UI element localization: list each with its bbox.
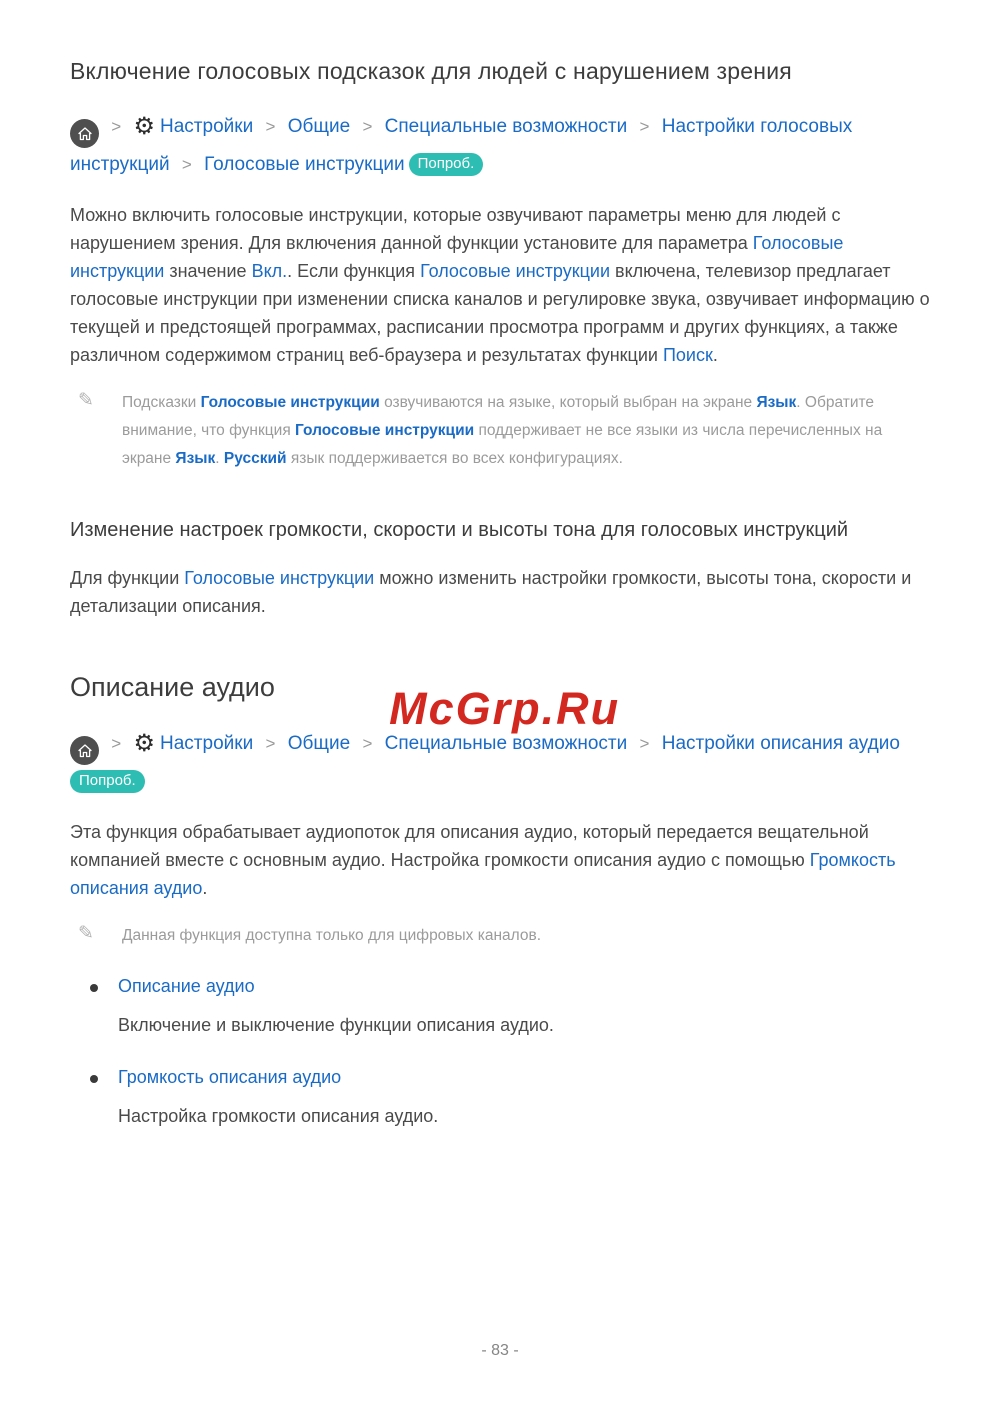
- inline-text: Подсказки: [122, 394, 201, 411]
- inline-link[interactable]: Голосовые инструкции: [200, 394, 380, 411]
- intro-paragraph: [70, 201, 930, 369]
- inline-text: .: [202, 878, 208, 898]
- chevron-separator: >: [362, 734, 373, 753]
- inline-link[interactable]: Громкость описания аудио: [70, 850, 896, 898]
- inline-link[interactable]: Голосовые инструкции: [420, 261, 611, 281]
- chapter-title-audio-description: Описание аудио: [70, 672, 275, 702]
- chevron-separator: >: [265, 734, 276, 753]
- note-text: [122, 922, 930, 950]
- breadcrumb-link-general[interactable]: Общие: [287, 116, 351, 137]
- inline-text: Для функции: [70, 568, 185, 588]
- inline-link[interactable]: Вкл.: [251, 261, 288, 281]
- chevron-separator: >: [362, 117, 373, 136]
- inline-text: значение: [164, 261, 252, 281]
- chevron-separator: >: [265, 117, 276, 136]
- bullet-icon: [90, 976, 118, 1039]
- breadcrumb-link-audio-description-settings[interactable]: Настройки описания аудио: [661, 733, 900, 754]
- page-number: - 83 -: [481, 1342, 519, 1359]
- audio-description-options: [70, 976, 930, 1130]
- breadcrumb-link-general[interactable]: Общие: [287, 733, 351, 754]
- inline-text: .: [712, 345, 718, 365]
- inline-text: включена, телевизор предлагает голосовые инструкции при изменении списка каналов и регулировке звука, озвучивает информацию о текущей и предстоящей программах, расписании просмотра программ и других функциях, а также различном содержимом страниц веб-браузера и результатах функции: [70, 261, 930, 365]
- inline-link[interactable]: Русский: [223, 450, 287, 467]
- bullet-icon: [90, 1067, 118, 1130]
- inline-text: Можно включить голосовые инструкции, которые озвучивают параметры меню для людей с нарушением зрения. Для включения данной функции установите для параметра: [70, 205, 841, 253]
- pencil-icon: ✎: [78, 922, 94, 944]
- inline-text: .: [215, 450, 224, 467]
- inline-text: можно изменить настройки громкости, высоты тона, скорости и детализации описания.: [70, 568, 912, 616]
- inline-link[interactable]: Поиск: [662, 345, 713, 365]
- home-icon[interactable]: [70, 119, 99, 148]
- inline-link[interactable]: Голосовые инструкции: [184, 568, 375, 588]
- page-title: Включение голосовых подсказок для людей с нарушением зрения: [70, 58, 792, 84]
- inline-link[interactable]: Голосовые инструкции: [295, 422, 475, 439]
- breadcrumb-link-settings[interactable]: Настройки: [160, 116, 254, 137]
- note-text: [122, 389, 930, 473]
- breadcrumb-link-settings[interactable]: Настройки: [160, 733, 254, 754]
- breadcrumb-voice-guide: [70, 110, 930, 181]
- inline-text: поддерживает не все языки из числа перечисленных на экране: [122, 422, 883, 467]
- option-audio-description-volume-link[interactable]: Громкость описания аудио: [118, 1067, 342, 1087]
- breadcrumb-link-accessibility[interactable]: Специальные возможности: [384, 733, 628, 754]
- audio-description-paragraph: [70, 818, 930, 902]
- inline-text: . Обратите внимание, что функция: [122, 394, 875, 439]
- home-icon[interactable]: [70, 736, 99, 765]
- option-audio-description-link[interactable]: Описание аудио: [118, 976, 255, 996]
- inline-link[interactable]: Язык: [175, 450, 216, 467]
- volume-paragraph: [70, 564, 930, 620]
- inline-text: . Если функция: [287, 261, 421, 281]
- watermark: McGrp.Ru: [389, 683, 621, 734]
- gear-icon: ⚙: [133, 112, 156, 140]
- inline-text: Эта функция обрабатывает аудиопоток для описания аудио, который передается вещательной компанией вместе с основным аудио. Настройка громкости описания аудио с помощью: [70, 822, 869, 870]
- inline-text: озвучиваются на языке, который выбран на экране: [379, 394, 757, 411]
- breadcrumb-link-accessibility[interactable]: Специальные возможности: [384, 116, 628, 137]
- list-item: [70, 976, 930, 1039]
- inline-text: Данная функция доступна только для цифровых каналов.: [122, 927, 542, 944]
- breadcrumb-audio-description: [70, 727, 930, 798]
- chevron-separator: >: [639, 734, 650, 753]
- option-description: Настройка громкости описания аудио.: [118, 1106, 439, 1126]
- try-now-badge[interactable]: Попроб.: [70, 770, 145, 793]
- try-now-badge[interactable]: Попроб.: [409, 153, 484, 176]
- option-description: Включение и выключение функции описания аудио.: [118, 1015, 554, 1035]
- section-title-volume: Изменение настроек громкости, скорости и высоты тона для голосовых инструкций: [70, 519, 849, 541]
- inline-text: язык поддерживается во всех конфигурациях.: [286, 450, 623, 467]
- chevron-separator: >: [181, 155, 192, 174]
- pencil-icon: ✎: [78, 389, 94, 411]
- inline-link[interactable]: Голосовые инструкции: [70, 233, 844, 281]
- inline-link[interactable]: Язык: [756, 394, 797, 411]
- breadcrumb-link-voice-guide[interactable]: Голосовые инструкции: [204, 154, 405, 175]
- chevron-separator: >: [111, 734, 122, 753]
- note-voice-guide: [70, 389, 930, 473]
- chevron-separator: >: [639, 117, 650, 136]
- note-audio-description: [70, 922, 930, 950]
- gear-icon: ⚙: [133, 729, 156, 757]
- list-item: [70, 1067, 930, 1130]
- breadcrumb-link-voice-guide-settings[interactable]: Настройки голосовых инструкций: [70, 116, 853, 175]
- chevron-separator: >: [111, 117, 122, 136]
